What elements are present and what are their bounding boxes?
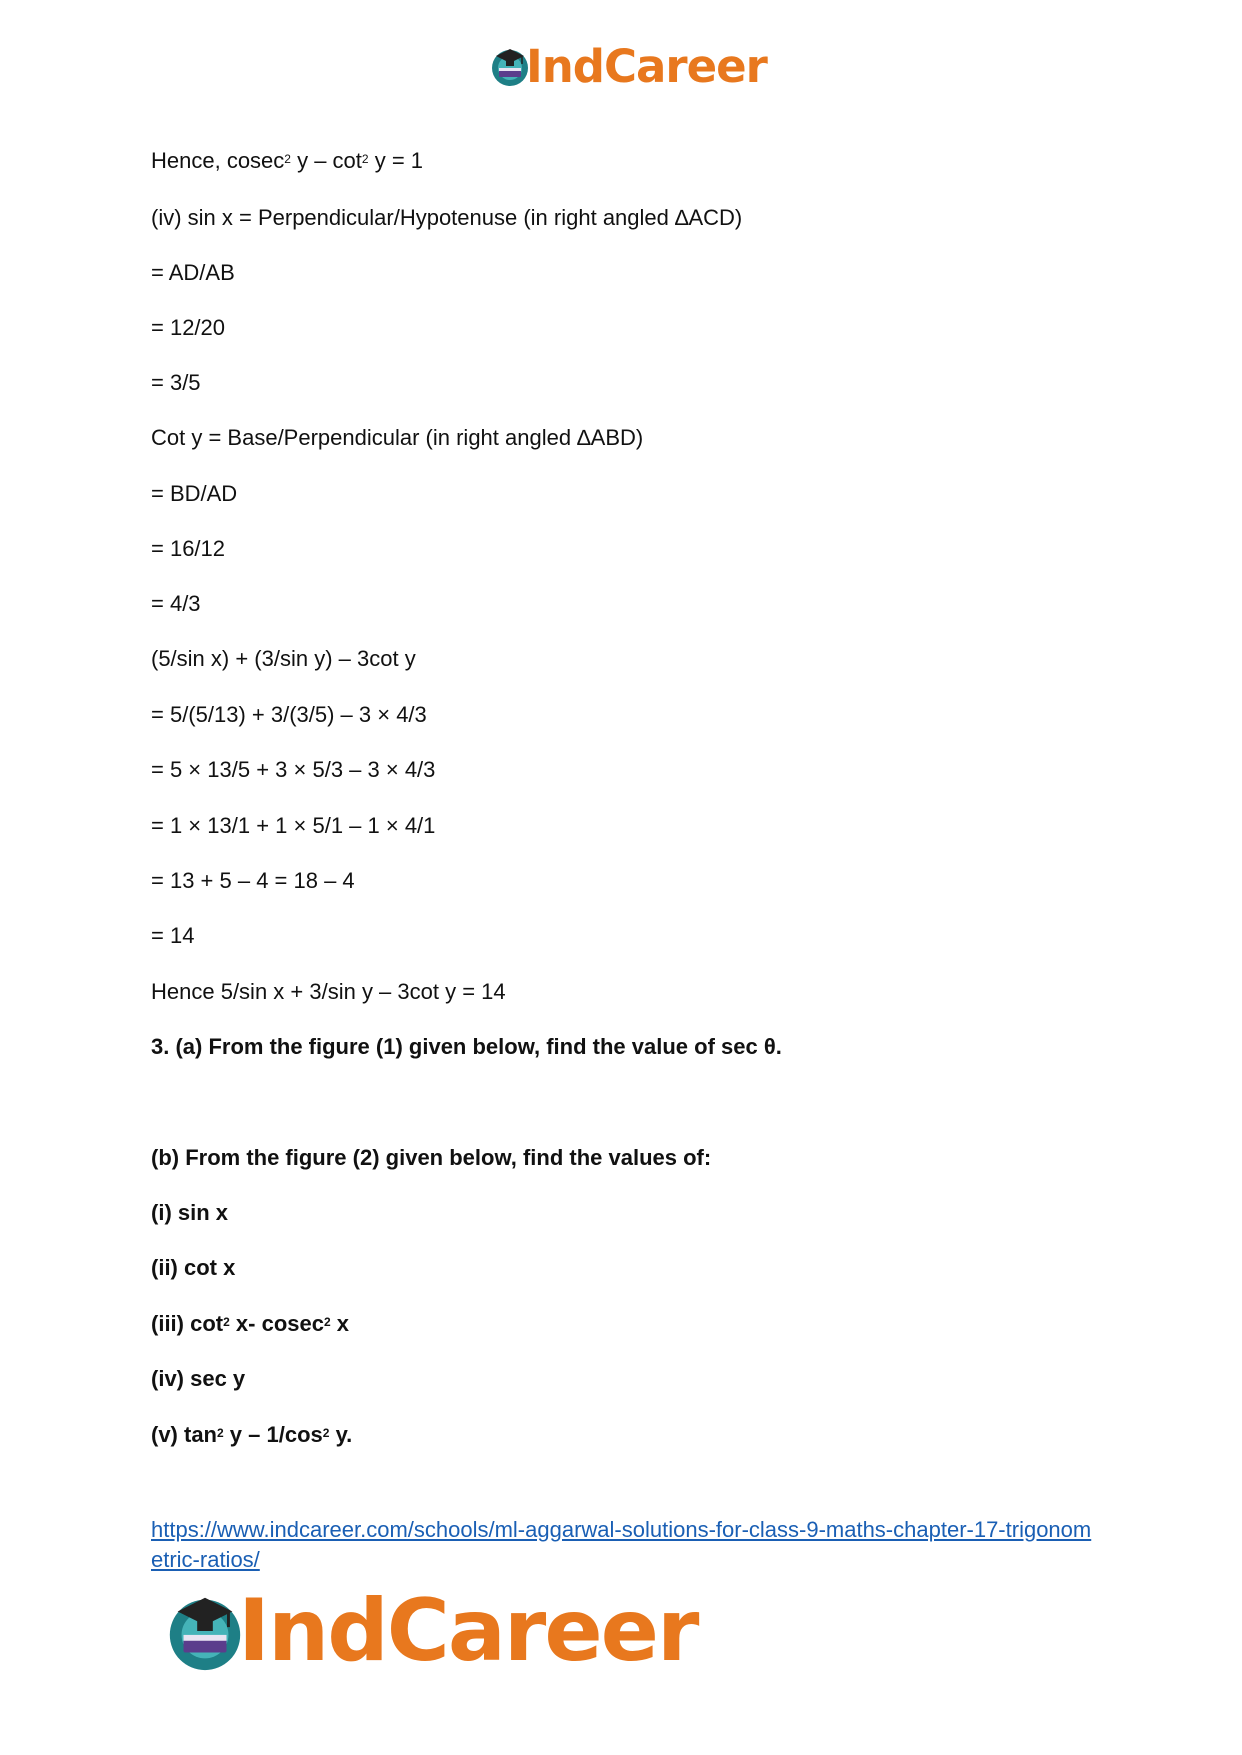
graduation-cap-book-icon <box>162 1588 248 1674</box>
source-link[interactable]: https://www.indcareer.com/schools/ml-aggarwal-solutions-for-class-9-maths-chapter-17-trigonometric-ratios/ <box>151 1517 1092 1572</box>
text-line: = 12/20 <box>151 315 226 340</box>
text-line: = 4/3 <box>151 591 201 616</box>
question-item: (v) $\tan^2 y - 1/\cos^2$ y. <box>151 1422 353 1447</box>
text-line: = 16/12 <box>151 536 226 561</box>
header-logo <box>488 40 767 92</box>
footer-logo <box>162 1583 697 1679</box>
question-item: (iii) $\cot^2 x-$ cosec$^2$ x <box>151 1311 350 1336</box>
text-line: = 13 + 5 – 4 = 18 – 4 <box>151 868 355 893</box>
text-line: = AD/AB <box>151 260 235 285</box>
text-line: = 1 × 13/1 + 1 × 5/1 – 1 × 4/1 <box>151 813 436 838</box>
question-heading: 3. (a) From the figure (1) given below, find the value of sec θ. <box>151 1034 782 1059</box>
text-line: = 14 <box>151 923 195 948</box>
text-line: Hence 5/sin x + 3/sin y – 3cot y = 14 <box>151 979 506 1004</box>
brand-name: IndCareer <box>238 1581 698 1681</box>
text-line: = 5 × 13/5 + 3 × 5/3 – 3 × 4/3 <box>151 757 436 782</box>
text-line: = 3/5 <box>151 370 201 395</box>
question-item: (ii) cot x <box>151 1255 236 1280</box>
question-item: (i) sin x <box>151 1200 229 1225</box>
question-subpart: (b) From the figure (2) given below, find the values of: <box>151 1145 712 1170</box>
text-line: (iv) sin x = Perpendicular/Hypotenuse (in right angled ∆ACD) <box>151 205 743 230</box>
brand-name: IndCareer <box>526 39 767 93</box>
text-line: Hence, cosec$^2$ $y - \cot^2 y = 1$ <box>151 148 424 173</box>
text-line: = BD/AD <box>151 481 238 506</box>
text-line: (5/sin x) + (3/sin y) – 3cot y <box>151 646 416 671</box>
text-line: = 5/(5/13) + 3/(3/5) – 3 × 4/3 <box>151 702 427 727</box>
question-item: (iv) sec y <box>151 1366 246 1391</box>
text-line: Cot y = Base/Perpendicular (in right angled ∆ABD) <box>151 425 644 450</box>
